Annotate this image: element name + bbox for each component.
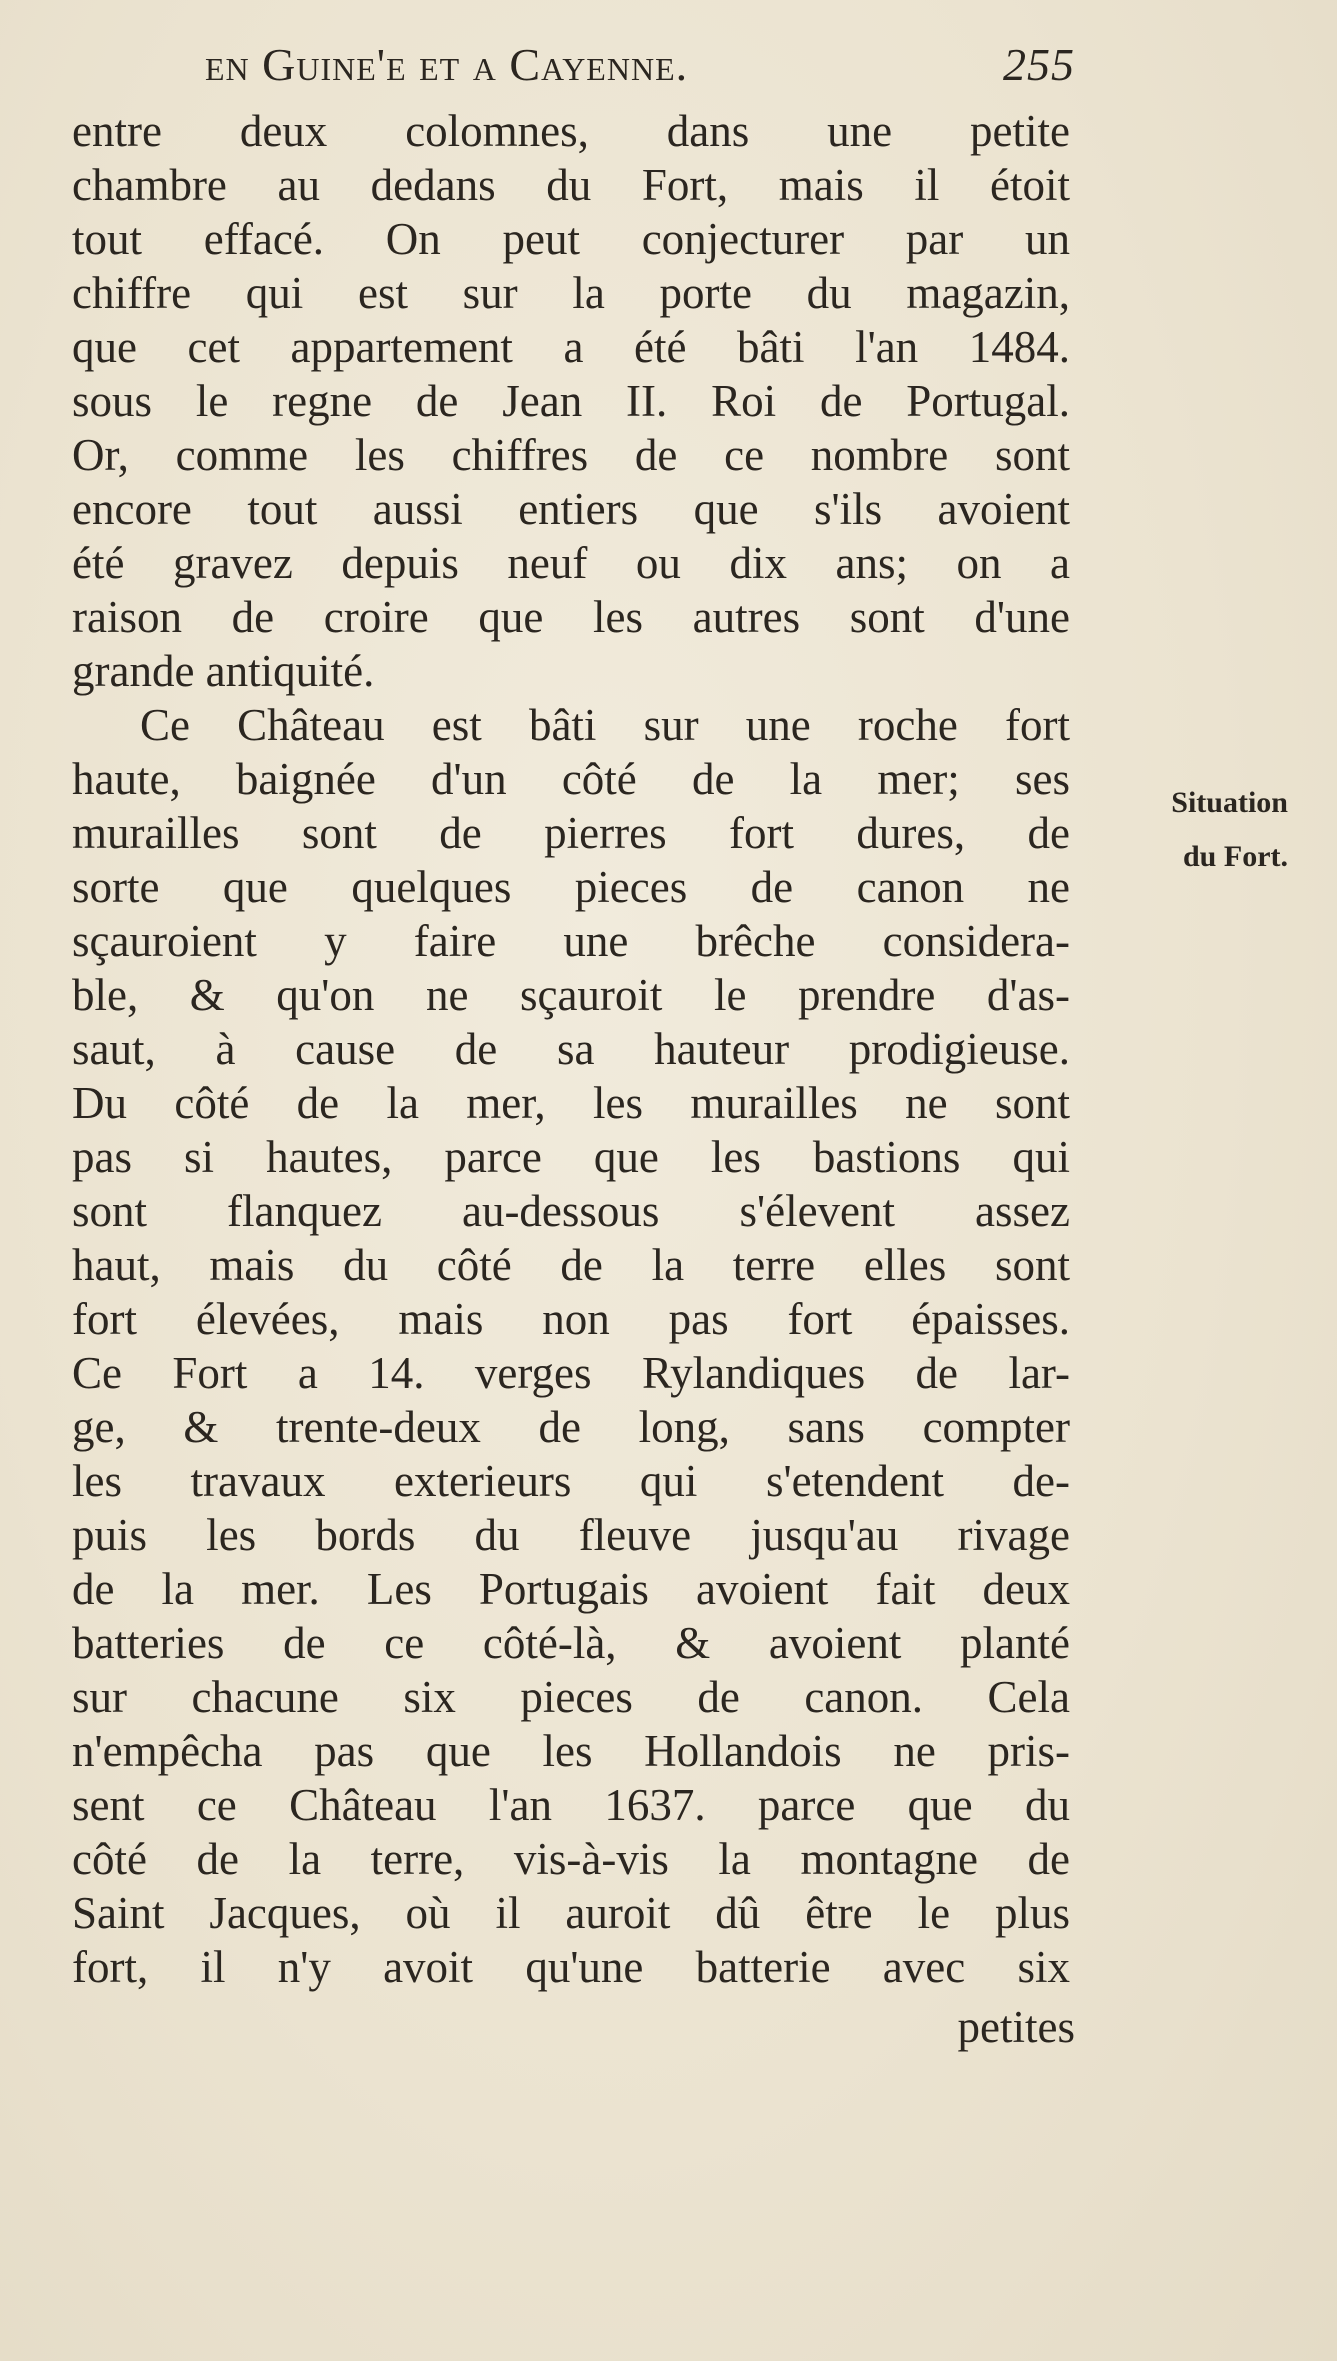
- catchword: petites: [957, 2002, 1075, 2052]
- margin-note-line: du Fort.: [1183, 840, 1288, 873]
- text-line: puis les bords du fleuve jusqu'au rivage: [72, 1510, 1070, 1560]
- text-line: fort, il n'y avoit qu'une batterie avec six: [72, 1942, 1070, 1992]
- running-title: en Guine'e et a Cayenne.: [205, 39, 689, 90]
- text-line: les travaux exterieurs qui s'etendent de-: [72, 1456, 1070, 1506]
- text-line: ge, & trente-deux de long, sans compter: [72, 1402, 1070, 1452]
- text-line: côté de la terre, vis-à-vis la montagne de: [72, 1834, 1070, 1884]
- running-header: [205, 38, 1075, 98]
- text-line: Ce Fort a 14. verges Rylandiques de lar-: [72, 1348, 1070, 1398]
- text-line: Or, comme les chiffres de ce nombre sont: [72, 430, 1070, 480]
- text-line: chambre au dedans du Fort, mais il étoit: [72, 160, 1070, 210]
- text-line: fort élevées, mais non pas fort épaisses.: [72, 1294, 1070, 1344]
- text-line: sous le regne de Jean II. Roi de Portugal.: [72, 376, 1070, 426]
- text-line: encore tout aussi entiers que s'ils avoient: [72, 484, 1070, 534]
- text-line: n'empêcha pas que les Hollandois ne pris-: [72, 1726, 1070, 1776]
- text-line: saut, à cause de sa hauteur prodigieuse.: [72, 1024, 1070, 1074]
- text-line: que cet appartement a été bâti l'an 1484.: [72, 322, 1070, 372]
- text-line: Saint Jacques, où il auroit dû être le plus: [72, 1888, 1070, 1938]
- text-line: raison de croire que les autres sont d'une: [72, 592, 1070, 642]
- margin-note: [1068, 776, 1288, 884]
- text-line: sçauroient y faire une brêche considera-: [72, 916, 1070, 966]
- text-line: sont flanquez au-dessous s'élevent assez: [72, 1186, 1070, 1236]
- body-text: [72, 104, 1070, 1994]
- text-line: haut, mais du côté de la terre elles sont: [72, 1240, 1070, 1290]
- text-line: de la mer. Les Portugais avoient fait deux: [72, 1564, 1070, 1614]
- text-line: été gravez depuis neuf ou dix ans; on a: [72, 538, 1070, 588]
- text-line: pas si hautes, parce que les bastions qui: [72, 1132, 1070, 1182]
- text-line: chiffre qui est sur la porte du magazin,: [72, 268, 1070, 318]
- page-number: 255: [1003, 39, 1075, 90]
- text-line: sur chacune six pieces de canon. Cela: [72, 1672, 1070, 1722]
- text-line: tout effacé. On peut conjecturer par un: [72, 214, 1070, 264]
- text-line: Du côté de la mer, les murailles ne sont: [72, 1078, 1070, 1128]
- text-line: murailles sont de pierres fort dures, de: [72, 808, 1070, 858]
- paragraph-start-line: Ce Château est bâti sur une roche fort: [140, 700, 1070, 750]
- text-line: sent ce Château l'an 1637. parce que du: [72, 1780, 1070, 1830]
- text-line: batteries de ce côté-là, & avoient planté: [72, 1618, 1070, 1668]
- text-line: ble, & qu'on ne sçauroit le prendre d'as-: [72, 970, 1070, 1020]
- text-line: entre deux colomnes, dans une petite: [72, 106, 1070, 156]
- text-line: haute, baignée d'un côté de la mer; ses: [72, 754, 1070, 804]
- text-line: sorte que quelques pieces de canon ne: [72, 862, 1070, 912]
- margin-note-line: Situation: [1171, 786, 1288, 819]
- text-line: grande antiquité.: [72, 646, 375, 696]
